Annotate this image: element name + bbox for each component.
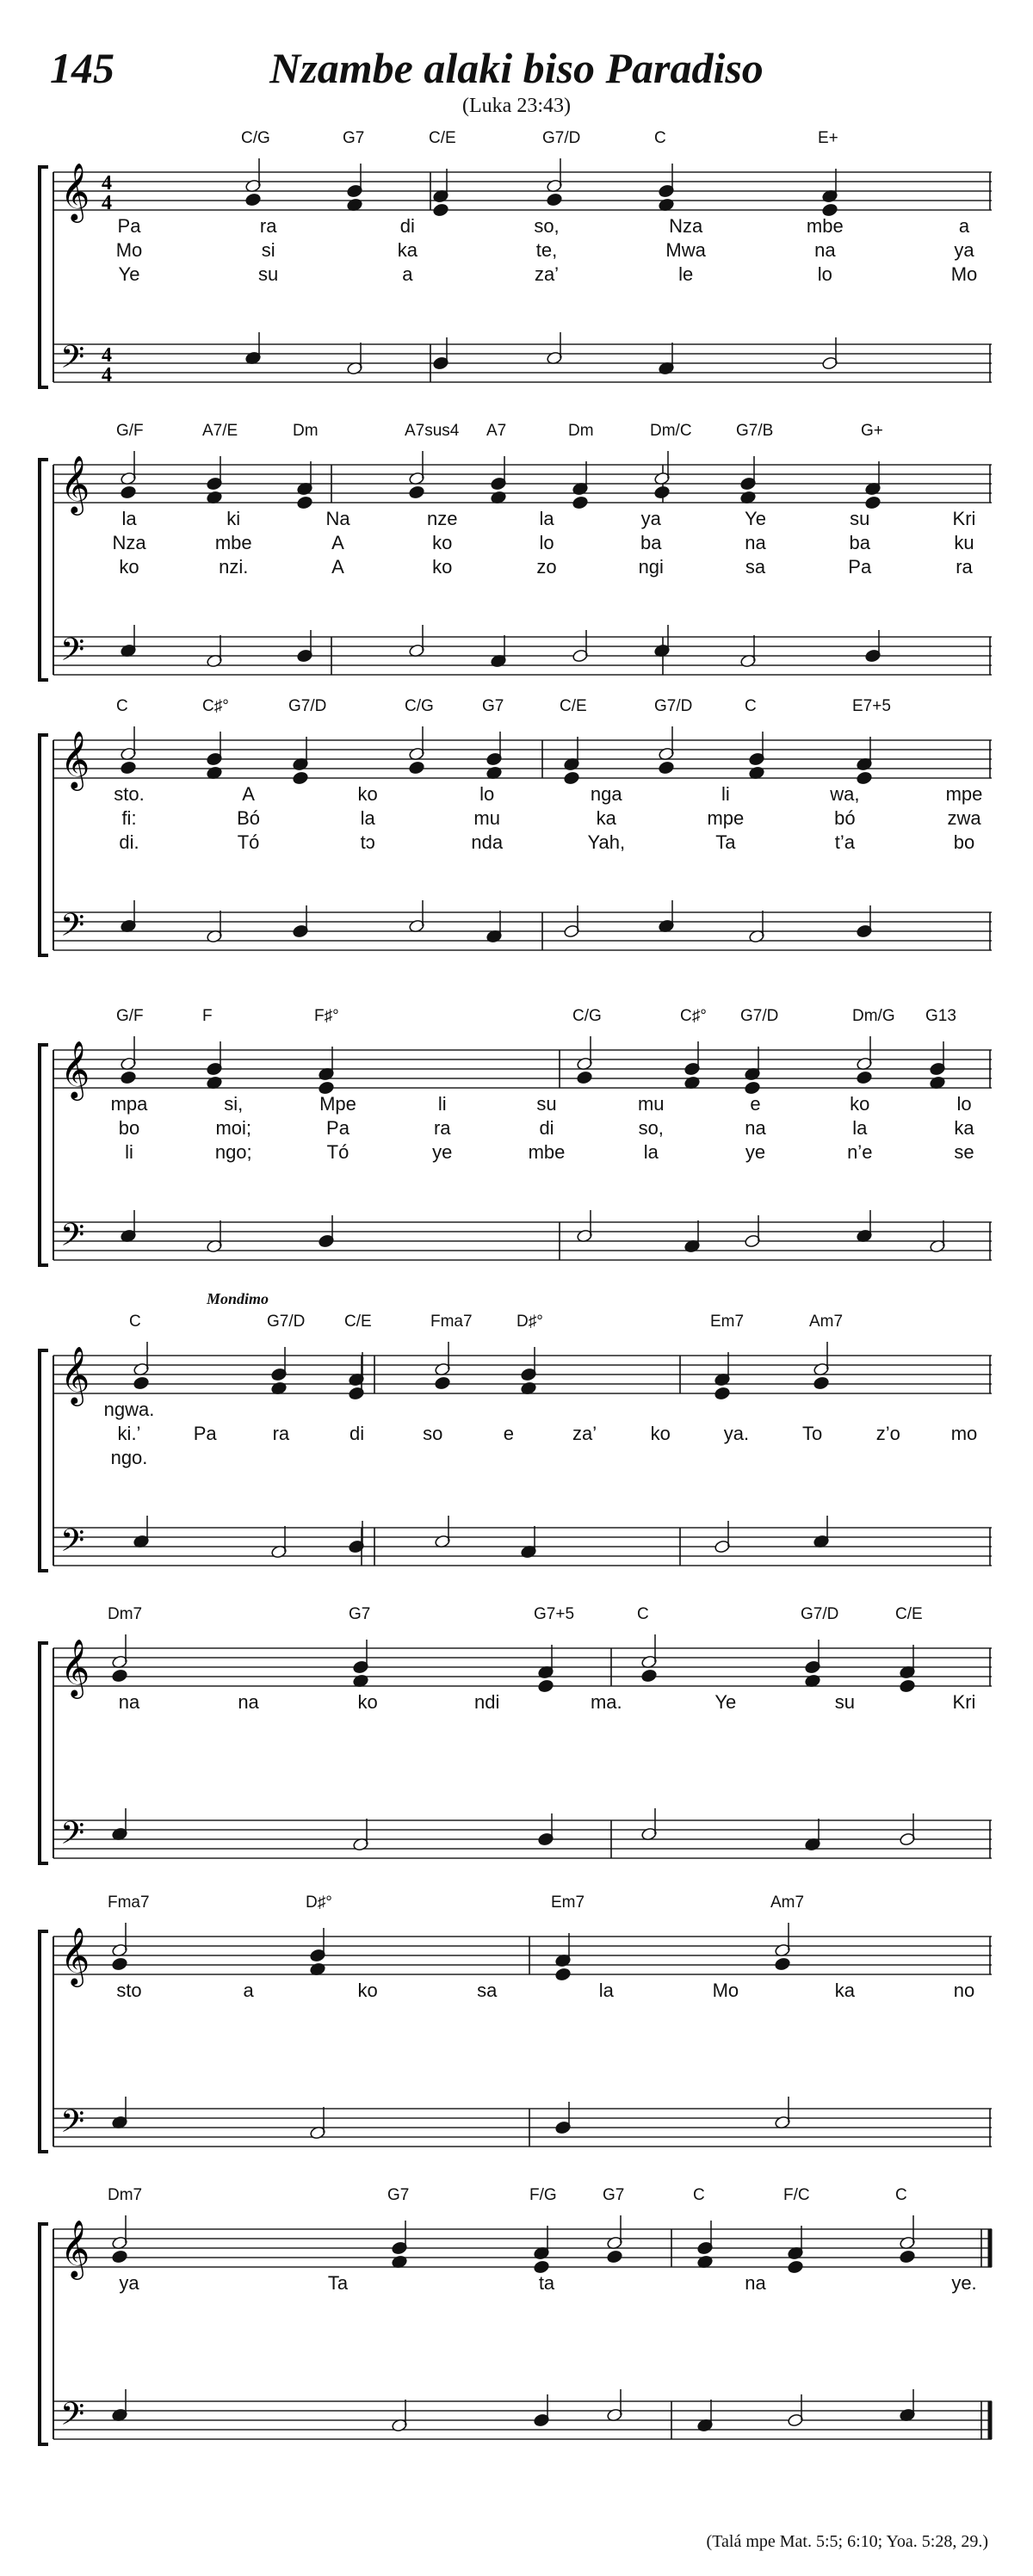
note-head bbox=[640, 1669, 657, 1683]
chord-symbol: Fma7 bbox=[430, 1313, 473, 1331]
lyric-syllable-verse-3: nda bbox=[471, 831, 504, 853]
lyric-syllable-verse-2: ba bbox=[640, 532, 662, 553]
chord-symbol: G7 bbox=[603, 2186, 625, 2204]
lyric-syllable-verse-3: ko bbox=[119, 556, 139, 578]
lyric-syllable-verse-2: za’ bbox=[572, 1423, 597, 1444]
lyric-syllable-verse-1: no bbox=[953, 1980, 975, 2001]
lyric-syllable-verse-1: mpe bbox=[945, 783, 983, 805]
chord-symbol: F/G bbox=[529, 2186, 557, 2204]
bass-clef-icon: 𝄢 bbox=[60, 632, 85, 676]
chord-symbol: G7/D bbox=[801, 1605, 839, 1623]
treble-staff bbox=[53, 1648, 992, 1686]
lyric-syllable-verse-3: A bbox=[331, 556, 344, 578]
chord-symbol: G7/D bbox=[654, 697, 693, 715]
chord-symbol: C bbox=[693, 2186, 705, 2204]
chord-symbol: G7+5 bbox=[534, 1605, 575, 1623]
staff-graphics bbox=[0, 2186, 1033, 2444]
lyric-syllable-verse-2: ka bbox=[596, 807, 616, 829]
lyric-syllable-verse-2: so bbox=[423, 1423, 443, 1444]
chord-symbol: G7/D bbox=[288, 697, 327, 715]
note-head bbox=[296, 496, 312, 510]
chord-symbol: Dm/C bbox=[650, 422, 692, 440]
chord-symbol: A7sus4 bbox=[405, 422, 460, 440]
note-head bbox=[572, 496, 588, 510]
system-bracket bbox=[40, 1350, 48, 1571]
chord-symbol: A7/E bbox=[202, 422, 238, 440]
lyric-syllable-verse-3: ye bbox=[745, 1141, 766, 1163]
note-head bbox=[787, 2260, 803, 2274]
treble-clef-icon: 𝄞 bbox=[60, 454, 90, 513]
lyric-syllable-verse-2: mpe bbox=[707, 807, 745, 829]
lyric-syllable-verse-2: Mo bbox=[115, 239, 143, 261]
lyric-syllable-verse-3: bo bbox=[953, 831, 975, 853]
lyric-syllable-verse-3: Ye bbox=[118, 263, 140, 285]
score-system bbox=[0, 1290, 1033, 1571]
lyric-syllable-verse-3: Ta bbox=[715, 831, 736, 853]
lyric-syllable-verse-1: na bbox=[118, 1691, 140, 1713]
chord-symbol: G7/D bbox=[267, 1313, 306, 1331]
chord-symbol: C bbox=[637, 1605, 649, 1623]
lyric-syllable-verse-3: se bbox=[954, 1141, 974, 1163]
system-bracket bbox=[40, 735, 48, 955]
note-head bbox=[606, 2250, 622, 2264]
bass-clef-icon: 𝄢 bbox=[60, 1523, 85, 1566]
system-bracket bbox=[40, 1931, 48, 2152]
lyric-syllable-verse-1: ka bbox=[834, 1980, 856, 2001]
lyric-syllable-verse-1: ko bbox=[357, 1691, 378, 1713]
treble-staff bbox=[53, 465, 992, 503]
system-bracket bbox=[40, 460, 48, 680]
chord-symbol: G/F bbox=[116, 422, 144, 440]
chord-symbol: C♯° bbox=[202, 697, 229, 715]
lyric-syllable-verse-2: ki.’ bbox=[117, 1423, 141, 1444]
note-head bbox=[546, 193, 562, 207]
treble-clef-icon: 𝄞 bbox=[60, 1345, 90, 1404]
chord-symbol: G7 bbox=[343, 129, 365, 147]
note-head bbox=[813, 1376, 829, 1390]
lyric-syllable-verse-1: ko bbox=[357, 1980, 378, 2001]
lyric-syllable-verse-2: ka bbox=[954, 1117, 974, 1139]
chord-symbol: Dm bbox=[293, 422, 319, 440]
time-signature-top: 4 bbox=[102, 344, 112, 367]
staff-graphics bbox=[0, 422, 1033, 680]
treble-staff bbox=[53, 172, 992, 210]
note-head bbox=[408, 761, 424, 775]
lyric-syllable-verse-1: sto. bbox=[114, 783, 145, 805]
staff-graphics bbox=[0, 1893, 1033, 2152]
chord-symbol: C♯° bbox=[680, 1007, 707, 1025]
note-head bbox=[537, 1679, 554, 1693]
note-head bbox=[120, 1071, 136, 1084]
lyric-syllable-verse-1: ra bbox=[259, 215, 277, 237]
treble-clef-icon: 𝄞 bbox=[60, 162, 90, 220]
note-head bbox=[899, 2250, 915, 2264]
scripture-reference: (Luka 23:43) bbox=[462, 95, 571, 117]
staff-graphics bbox=[0, 697, 1033, 955]
lyric-syllable-verse-3: Yah, bbox=[587, 831, 626, 853]
lyric-syllable-verse-2: ko bbox=[432, 532, 453, 553]
lyric-syllable-verse-2: ka bbox=[397, 239, 418, 261]
lyric-syllable-verse-2: mo bbox=[950, 1423, 978, 1444]
lyric-syllable-verse-2: Mwa bbox=[665, 239, 706, 261]
lyric-syllable-verse-1: li bbox=[437, 1093, 447, 1115]
lyric-syllable-verse-1: mbe bbox=[806, 215, 844, 237]
lyric-syllable-verse-1: a bbox=[958, 215, 970, 237]
bass-clef-icon: 𝄢 bbox=[60, 1815, 85, 1859]
chord-symbol: G13 bbox=[925, 1007, 956, 1025]
system-bracket bbox=[40, 2224, 48, 2444]
lyric-syllable-verse-1: su bbox=[850, 508, 870, 529]
lyric-syllable-verse-1: Ye bbox=[745, 508, 766, 529]
lyric-syllable-verse-3: zo bbox=[536, 556, 557, 578]
lyric-syllable-verse-2: moi; bbox=[215, 1117, 252, 1139]
chord-symbol: Am7 bbox=[809, 1313, 844, 1331]
bass-clef-icon: 𝄢 bbox=[60, 339, 85, 383]
lyric-syllable-verse-1: Mo bbox=[712, 1980, 739, 2001]
lyric-syllable-verse-2: ya. bbox=[723, 1423, 750, 1444]
chord-symbol: C/G bbox=[241, 129, 270, 147]
lyric-syllable-verse-3: su bbox=[258, 263, 279, 285]
lyric-syllable-verse-1: Kri bbox=[952, 1691, 976, 1713]
lyric-syllable-verse-3: la bbox=[643, 1141, 659, 1163]
note-head bbox=[133, 1376, 149, 1390]
chord-symbol: Dm7 bbox=[108, 1605, 143, 1623]
note-head bbox=[434, 1376, 450, 1390]
lyric-syllable-verse-1: nze bbox=[427, 508, 458, 529]
lyric-syllable-verse-3: nzi. bbox=[219, 556, 249, 578]
chord-symbol: G7 bbox=[387, 2186, 410, 2204]
lyric-syllable-verse-1: ya bbox=[119, 2272, 139, 2294]
score-system bbox=[0, 2186, 1033, 2444]
chord-symbol: C/E bbox=[895, 1605, 923, 1623]
note-head bbox=[111, 1669, 127, 1683]
lyric-syllable-verse-1: ma. bbox=[590, 1691, 622, 1713]
score-system bbox=[0, 422, 1033, 680]
bass-staff bbox=[53, 637, 992, 675]
lyric-syllable-verse-2: di bbox=[349, 1423, 365, 1444]
chord-symbol: Dm bbox=[568, 422, 594, 440]
treble-clef-icon: 𝄞 bbox=[60, 2219, 90, 2277]
note-head bbox=[292, 771, 308, 785]
bass-staff bbox=[53, 1528, 992, 1566]
time-signature-top: 4 bbox=[102, 172, 112, 195]
lyric-syllable-verse-2: te, bbox=[535, 239, 558, 261]
lyric-syllable-verse-1: su bbox=[536, 1093, 557, 1115]
lyric-syllable-verse-3: Tó bbox=[326, 1141, 349, 1163]
lyric-syllable-verse-3: ngo. bbox=[110, 1447, 148, 1468]
lyric-syllable-verse-2: mbe bbox=[214, 532, 252, 553]
lyric-syllable-verse-3: ko bbox=[432, 556, 453, 578]
lyric-syllable-verse-1: ndi bbox=[474, 1691, 500, 1713]
lyric-syllable-verse-2: la bbox=[852, 1117, 868, 1139]
time-signature-bottom: 4 bbox=[102, 192, 112, 214]
lyric-syllable-verse-1: ta bbox=[538, 2272, 555, 2294]
lyric-syllable-verse-3: tɔ bbox=[360, 831, 375, 853]
chord-symbol: C bbox=[745, 697, 757, 715]
treble-staff bbox=[53, 740, 992, 778]
lyric-syllable-verse-3: Mo bbox=[950, 263, 978, 285]
lyric-syllable-verse-1: sto bbox=[116, 1980, 142, 2001]
hymn-title: Nzambe alaki biso Paradiso bbox=[269, 44, 764, 92]
bass-clef-icon: 𝄢 bbox=[60, 907, 85, 951]
lyric-syllable-verse-1: ye. bbox=[951, 2272, 977, 2294]
lyric-syllable-verse-1: mu bbox=[637, 1093, 665, 1115]
lyric-syllable-verse-1: A bbox=[242, 783, 255, 805]
chord-symbol: C bbox=[654, 129, 666, 147]
staff-graphics bbox=[0, 129, 1033, 387]
chord-symbol: A7 bbox=[486, 422, 507, 440]
chord-symbol: E+ bbox=[818, 129, 838, 147]
lyric-syllable-verse-1: Ye bbox=[714, 1691, 737, 1713]
lyric-syllable-verse-1: e bbox=[750, 1093, 761, 1115]
lyric-syllable-verse-1: si, bbox=[224, 1093, 244, 1115]
chord-symbol: C bbox=[116, 697, 128, 715]
lyric-syllable-verse-1: Na bbox=[325, 508, 350, 529]
lyric-syllable-verse-1: Ta bbox=[327, 2272, 349, 2294]
chord-symbol: C/E bbox=[344, 1313, 372, 1331]
lyric-syllable-verse-2: ba bbox=[849, 532, 870, 553]
chord-symbol: F/C bbox=[783, 2186, 810, 2204]
lyric-syllable-verse-2: fi: bbox=[121, 807, 137, 829]
treble-clef-icon: 𝄞 bbox=[60, 1040, 90, 1098]
lyric-syllable-verse-2: A bbox=[331, 532, 344, 553]
score-system bbox=[0, 1007, 1033, 1265]
lyric-syllable-verse-1: wa, bbox=[830, 783, 860, 805]
chord-symbol: Am7 bbox=[770, 1893, 805, 1912]
system-bracket bbox=[40, 1045, 48, 1265]
lyric-syllable-verse-3: Tó bbox=[237, 831, 260, 853]
note-head bbox=[658, 761, 674, 775]
lyric-syllable-verse-2: na bbox=[814, 239, 836, 261]
chord-symbol: Dm7 bbox=[108, 2186, 143, 2204]
chord-symbol: G7 bbox=[482, 697, 504, 715]
lyric-syllable-verse-1: na bbox=[238, 1691, 259, 1713]
lyric-syllable-verse-2: ra bbox=[433, 1117, 451, 1139]
note-head bbox=[774, 1957, 790, 1971]
score-system bbox=[0, 129, 1033, 387]
chord-symbol: Em7 bbox=[710, 1313, 745, 1331]
chord-symbol: G7/D bbox=[740, 1007, 779, 1025]
bass-staff bbox=[53, 2109, 992, 2147]
lyric-syllable-verse-2: Nza bbox=[112, 532, 146, 553]
note-head bbox=[653, 485, 670, 499]
note-head bbox=[111, 2250, 127, 2264]
treble-clef-icon: 𝄞 bbox=[60, 1638, 90, 1696]
lyric-syllable-verse-3: ngo; bbox=[214, 1141, 252, 1163]
lyric-syllable-verse-1: la bbox=[539, 508, 554, 529]
note-head bbox=[432, 203, 448, 217]
hymn-number: 145 bbox=[50, 44, 114, 92]
chord-symbol: C/G bbox=[405, 697, 434, 715]
chord-symbol: F♯° bbox=[314, 1007, 339, 1025]
lyric-syllable-verse-3: t’a bbox=[834, 831, 856, 853]
lyric-syllable-verse-1: Mpe bbox=[319, 1093, 356, 1115]
treble-staff bbox=[53, 2229, 992, 2267]
lyric-syllable-verse-2: lo bbox=[539, 532, 554, 553]
lyric-syllable-verse-2: la bbox=[360, 807, 375, 829]
chord-symbol: Fma7 bbox=[108, 1893, 150, 1912]
lyric-syllable-verse-3: mbe bbox=[528, 1141, 566, 1163]
chord-symbol: G/F bbox=[116, 1007, 144, 1025]
lyric-syllable-verse-3: ngi bbox=[638, 556, 664, 578]
bass-clef-icon: 𝄢 bbox=[60, 2103, 85, 2147]
lyric-syllable-verse-1: lo bbox=[956, 1093, 972, 1115]
lyric-syllable-verse-1: Kri bbox=[952, 508, 976, 529]
bass-clef-icon: 𝄢 bbox=[60, 1217, 85, 1261]
lyric-syllable-verse-2: ya bbox=[954, 239, 974, 261]
lyric-syllable-verse-3: za’ bbox=[534, 263, 560, 285]
bass-clef-icon: 𝄢 bbox=[60, 2396, 85, 2440]
lyric-syllable-verse-2: so, bbox=[638, 1117, 664, 1139]
lyric-syllable-verse-1: ya bbox=[640, 508, 661, 529]
treble-staff bbox=[53, 1050, 992, 1088]
lyric-syllable-verse-1: nga bbox=[590, 783, 622, 805]
lyric-syllable-verse-3: ye bbox=[432, 1141, 453, 1163]
note-head bbox=[554, 1968, 571, 1981]
score-system bbox=[0, 1893, 1033, 2152]
note-head bbox=[576, 1071, 592, 1084]
lyric-syllable-verse-1: la bbox=[598, 1980, 614, 2001]
lyric-syllable-verse-1: li bbox=[721, 783, 730, 805]
note-head bbox=[120, 761, 136, 775]
lyric-syllable-verse-1: mpa bbox=[110, 1093, 148, 1115]
lyric-syllable-verse-1: na bbox=[745, 2272, 766, 2294]
lyric-syllable-verse-1: ko bbox=[850, 1093, 870, 1115]
staff-graphics bbox=[0, 1605, 1033, 1863]
chord-symbol: C/G bbox=[572, 1007, 602, 1025]
lyric-syllable-verse-3: Pa bbox=[848, 556, 872, 578]
note-head bbox=[244, 193, 261, 207]
lyric-syllable-verse-2: na bbox=[745, 1117, 766, 1139]
lyric-syllable-verse-1: so, bbox=[534, 215, 560, 237]
note-head bbox=[856, 1071, 872, 1084]
lyric-syllable-verse-1: ngwa. bbox=[103, 1399, 155, 1420]
note-head bbox=[563, 771, 579, 785]
chord-symbol: G7 bbox=[349, 1605, 371, 1623]
note-head bbox=[111, 1957, 127, 1971]
lyric-syllable-verse-3: a bbox=[402, 263, 413, 285]
chord-symbol: G7/B bbox=[736, 422, 774, 440]
chord-symbol: Dm/G bbox=[852, 1007, 895, 1025]
lyric-syllable-verse-1: Nza bbox=[669, 215, 703, 237]
lyric-syllable-verse-2: di bbox=[539, 1117, 554, 1139]
chord-symbol: G+ bbox=[861, 422, 883, 440]
lyric-syllable-verse-2: na bbox=[745, 532, 766, 553]
lyric-syllable-verse-3: di. bbox=[119, 831, 139, 853]
lyric-syllable-verse-2: ko bbox=[650, 1423, 671, 1444]
lyric-syllable-verse-2: Bó bbox=[237, 807, 261, 829]
lyric-syllable-verse-3: li bbox=[125, 1141, 133, 1163]
chord-symbol: F bbox=[202, 1007, 213, 1025]
chord-symbol: C bbox=[895, 2186, 907, 2204]
chord-symbol: D♯° bbox=[516, 1313, 543, 1331]
lyric-syllable-verse-3: le bbox=[678, 263, 694, 285]
chord-symbol: C/E bbox=[560, 697, 587, 715]
lyric-syllable-verse-1: ko bbox=[357, 783, 378, 805]
lyric-syllable-verse-1: su bbox=[834, 1691, 856, 1713]
lyric-syllable-verse-2: ra bbox=[272, 1423, 290, 1444]
chord-symbol: E7+5 bbox=[852, 697, 891, 715]
treble-clef-icon: 𝄞 bbox=[60, 730, 90, 788]
lyric-syllable-verse-1: di bbox=[399, 215, 415, 237]
lyric-syllable-verse-3: ra bbox=[956, 556, 973, 578]
bass-staff bbox=[53, 2401, 992, 2439]
footer-references: (Talá mpe Mat. 5:5; 6:10; Yoa. 5:28, 29.) bbox=[706, 2532, 988, 2551]
note-head bbox=[408, 485, 424, 499]
lyric-syllable-verse-2: zwa bbox=[947, 807, 981, 829]
treble-clef-icon: 𝄞 bbox=[60, 1926, 90, 1985]
lyric-syllable-verse-1: lo bbox=[479, 783, 495, 805]
time-signature-bottom: 4 bbox=[102, 364, 112, 386]
bass-staff bbox=[53, 1222, 992, 1260]
bass-staff bbox=[53, 1820, 992, 1858]
lyric-syllable-verse-2: mu bbox=[473, 807, 500, 829]
lyric-syllable-verse-3: lo bbox=[817, 263, 832, 285]
bass-staff bbox=[53, 912, 992, 950]
chord-symbol: D♯° bbox=[306, 1893, 332, 1912]
lyric-syllable-verse-2: ku bbox=[954, 532, 974, 553]
lyric-syllable-verse-3: sa bbox=[745, 556, 766, 578]
treble-staff bbox=[53, 1937, 992, 1974]
staff-graphics bbox=[0, 1007, 1033, 1265]
note-head bbox=[120, 485, 136, 499]
lyric-syllable-verse-2: bó bbox=[834, 807, 856, 829]
lyric-syllable-verse-2: e bbox=[503, 1423, 515, 1444]
lyric-syllable-verse-1: la bbox=[121, 508, 137, 529]
score-system bbox=[0, 1605, 1033, 1863]
system-bracket bbox=[40, 1643, 48, 1863]
chord-symbol: Em7 bbox=[551, 1893, 585, 1912]
lyric-syllable-verse-2: z’o bbox=[875, 1423, 900, 1444]
lyric-syllable-verse-3: n’e bbox=[847, 1141, 873, 1163]
lyric-syllable-verse-1: sa bbox=[477, 1980, 498, 2001]
lyric-syllable-verse-1: a bbox=[243, 1980, 254, 2001]
chord-symbol: G7/D bbox=[542, 129, 581, 147]
lyric-syllable-verse-1: ki bbox=[226, 508, 241, 529]
note-head bbox=[714, 1387, 730, 1400]
lyric-syllable-verse-2: To bbox=[802, 1423, 823, 1444]
score-system bbox=[0, 697, 1033, 955]
lyric-syllable-verse-2: si bbox=[261, 239, 275, 261]
tempo-marking: Mondimo bbox=[207, 1290, 269, 1307]
note-head bbox=[899, 1679, 915, 1693]
chord-symbol: C bbox=[129, 1313, 141, 1331]
lyric-syllable-verse-1: Pa bbox=[117, 215, 141, 237]
lyric-syllable-verse-2: bo bbox=[118, 1117, 140, 1139]
system-bracket bbox=[40, 167, 48, 387]
lyric-syllable-verse-2: Pa bbox=[326, 1117, 349, 1139]
lyric-syllable-verse-2: Pa bbox=[193, 1423, 217, 1444]
bass-staff bbox=[53, 344, 992, 382]
chord-symbol: C/E bbox=[429, 129, 456, 147]
